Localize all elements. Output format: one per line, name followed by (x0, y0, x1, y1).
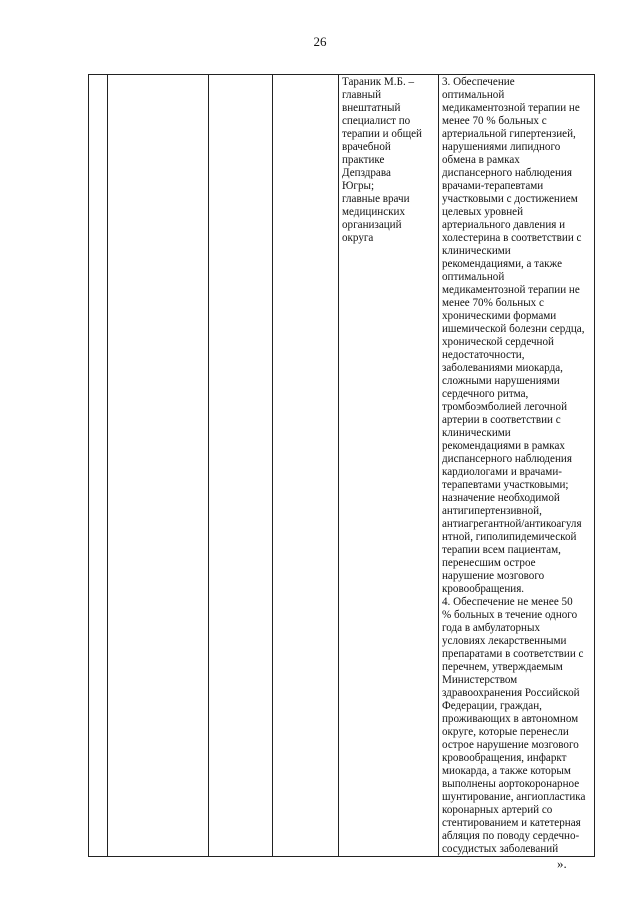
cell-responsible (339, 75, 439, 857)
responsible-text: Тараник М.Б. – главный внештатный специалист по терапии и общей врачебной практике Депздрава Югры; главные врачи медицинских организаций округа (342, 76, 422, 244)
table-row (89, 75, 595, 857)
closing-quote-mark: ». (557, 856, 567, 871)
cell-end-date (273, 75, 339, 857)
cell-number (89, 75, 108, 857)
cell-measures (439, 75, 595, 857)
plan-table (88, 74, 595, 857)
cell-start-date (209, 75, 273, 857)
cell-activity (108, 75, 209, 857)
plan-table-wrapper (88, 74, 594, 855)
page-number: 26 (313, 34, 327, 49)
measures-text: 3. Обеспечение оптимальной медикаментозной терапии не менее 70 % больных с артериальной гипертензией, нарушениями липидного обмена в рамках диспансерного наблюдения врачами-терапевтами участковыми с достижением целевых уровней артериального давления и холестерина в соответствии с клиническими рекомендациями, а также оптимальной медикаментозной терапии не менее 70% больных с хроническими формами ишемической болезни сердца, хронической сердечной недостаточности, заболеваниями миокарда, сложными нарушениями сердечного ритма, тромбоэмболией легочной артерии в соответствии с клиническими рекомендациями в рамках диспансерного наблюдения кардиологами и врачами- терапевтами участковыми; назначение необходимой антигипертензивной, антиагрегантной/антикоагуля нтной, гиполипидемической терапии всем пациентам, перенесшим острое нарушение мозгового кровообращения. 4. Обеспечение не менее 50 % больных в течение одного года в амбулаторных условиях лекарственными препаратами в соответствии с перечнем, утверждаемым Министерством здравоохранения Российской Федерации, граждан, проживающих в автономном округе, которые перенесли острое нарушение мозгового кровообращения, инфаркт миокарда, а также которым выполнены аортокоронарное шунтирование, ангиопластика коронарных артерий со стентированием и катетерная абляция по поводу сердечно- сосудистых заболеваний (442, 76, 586, 855)
